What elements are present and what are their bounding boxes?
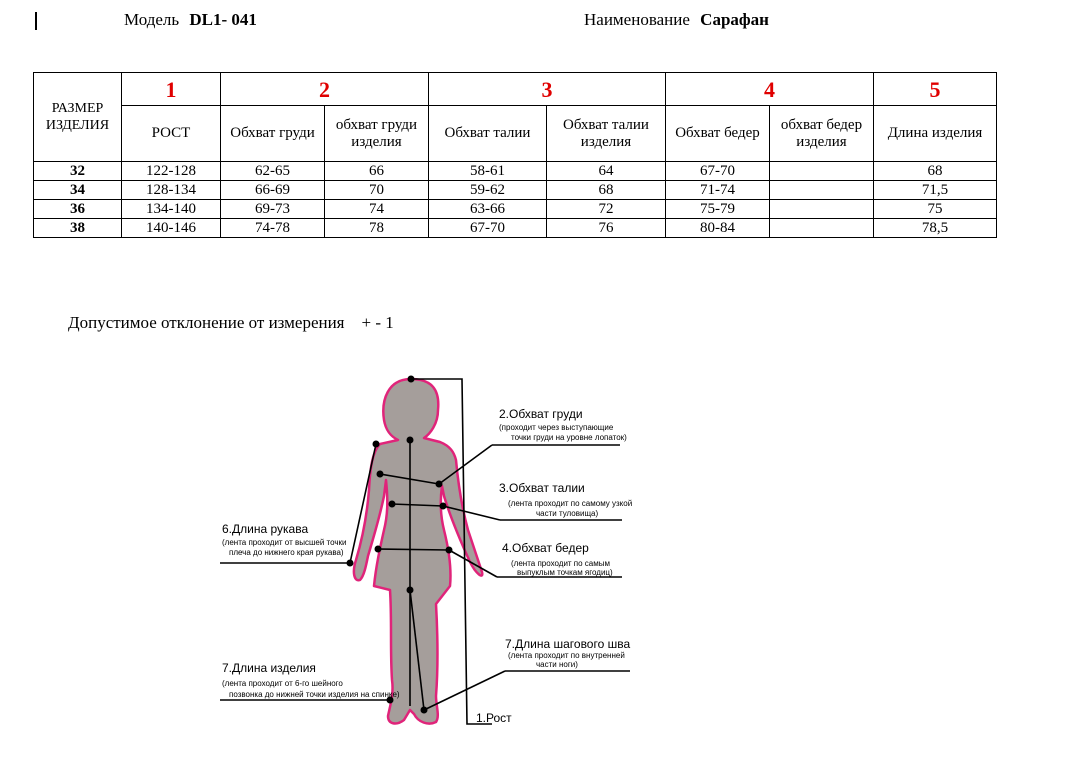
cell: 71-74 xyxy=(666,181,770,200)
cell: 58-61 xyxy=(429,162,547,181)
cell: 64 xyxy=(547,162,666,181)
cell: 78 xyxy=(325,219,429,238)
group-number-4: 4 xyxy=(666,73,874,106)
cell: 75 xyxy=(874,200,997,219)
inseam-note-2: части ноги) xyxy=(536,660,578,669)
cell: 67-70 xyxy=(666,162,770,181)
cell: 74 xyxy=(325,200,429,219)
cell-size: 34 xyxy=(34,181,122,200)
name-value: Сарафан xyxy=(700,10,769,29)
cell: 76 xyxy=(547,219,666,238)
sleeve-title: 6.Длина рукава xyxy=(222,522,309,536)
cell: 80-84 xyxy=(666,219,770,238)
tolerance-note: Допустимое отклонение от измерения + - 1 xyxy=(68,313,394,332)
header-height: РОСТ xyxy=(122,106,221,162)
cell: 128-134 xyxy=(122,181,221,200)
hips-note-2: выпуклым точкам ягодиц) xyxy=(517,568,613,577)
cell: 67-70 xyxy=(429,219,547,238)
waist-title: 3.Обхват талии xyxy=(499,481,585,495)
cell: 68 xyxy=(547,181,666,200)
header-hips-garment: обхват бедер изделия xyxy=(770,106,874,162)
group-number-5: 5 xyxy=(874,73,997,106)
size-header: РАЗМЕР ИЗДЕЛИЯ xyxy=(34,73,122,162)
cell: 74-78 xyxy=(221,219,325,238)
length-title: 7.Длина изделия xyxy=(222,661,316,675)
header-chest-garment: обхват груди изделия xyxy=(325,106,429,162)
cell: 63-66 xyxy=(429,200,547,219)
hips-title: 4.Обхват бедер xyxy=(502,541,589,555)
cell: 72 xyxy=(547,200,666,219)
chest-note-1: (проходит через выступающие xyxy=(499,423,614,432)
length-note-1: (лента проходит от 6-го шейного xyxy=(222,679,343,688)
waist-note-2: части туловища) xyxy=(536,509,599,518)
cell: 62-65 xyxy=(221,162,325,181)
cell: 68 xyxy=(874,162,997,181)
name-label: Наименование xyxy=(584,10,690,29)
group-number-1: 1 xyxy=(122,73,221,106)
cell: 70 xyxy=(325,181,429,200)
length-note-2: позвонка до нижней точки изделия на спинке) xyxy=(229,690,400,699)
waist-note-1: (лента проходит по самому узкой xyxy=(508,499,633,508)
cell: 66 xyxy=(325,162,429,181)
inseam-note-1: (лента проходит по внутренней xyxy=(508,651,625,660)
cell: 75-79 xyxy=(666,200,770,219)
chest-note-2: точки груди на уровне лопаток) xyxy=(511,433,627,442)
header-hips: Обхват бедер xyxy=(666,106,770,162)
cell-size: 36 xyxy=(34,200,122,219)
inseam-title: 7.Длина шагового шва xyxy=(505,637,631,651)
sleeve-note-2: плеча до нижнего края рукава) xyxy=(229,548,344,557)
hips-note-1: (лента проходит по самым xyxy=(511,559,610,568)
group-number-3: 3 xyxy=(429,73,666,106)
sleeve-note-1: (лента проходит от высшей точки xyxy=(222,538,347,547)
cell-size: 38 xyxy=(34,219,122,238)
cell-size: 32 xyxy=(34,162,122,181)
cell: 66-69 xyxy=(221,181,325,200)
header-length: Длина изделия xyxy=(874,106,997,162)
cell: 59-62 xyxy=(429,181,547,200)
group-number-2: 2 xyxy=(221,73,429,106)
model-label: Модель xyxy=(124,10,180,29)
cell: 71,5 xyxy=(874,181,997,200)
cell: 134-140 xyxy=(122,200,221,219)
chest-title: 2.Обхват груди xyxy=(499,407,583,421)
cell: 69-73 xyxy=(221,200,325,219)
cell: 122-128 xyxy=(122,162,221,181)
cell: 78,5 xyxy=(874,219,997,238)
header-chest: Обхват груди xyxy=(221,106,325,162)
cell: 140-146 xyxy=(122,219,221,238)
height-title: 1.Рост xyxy=(476,711,512,725)
header-waist-garment: Обхват талии изделия xyxy=(547,106,666,162)
header-waist: Обхват талии xyxy=(429,106,547,162)
model-value: DL1- 041 xyxy=(189,10,257,29)
